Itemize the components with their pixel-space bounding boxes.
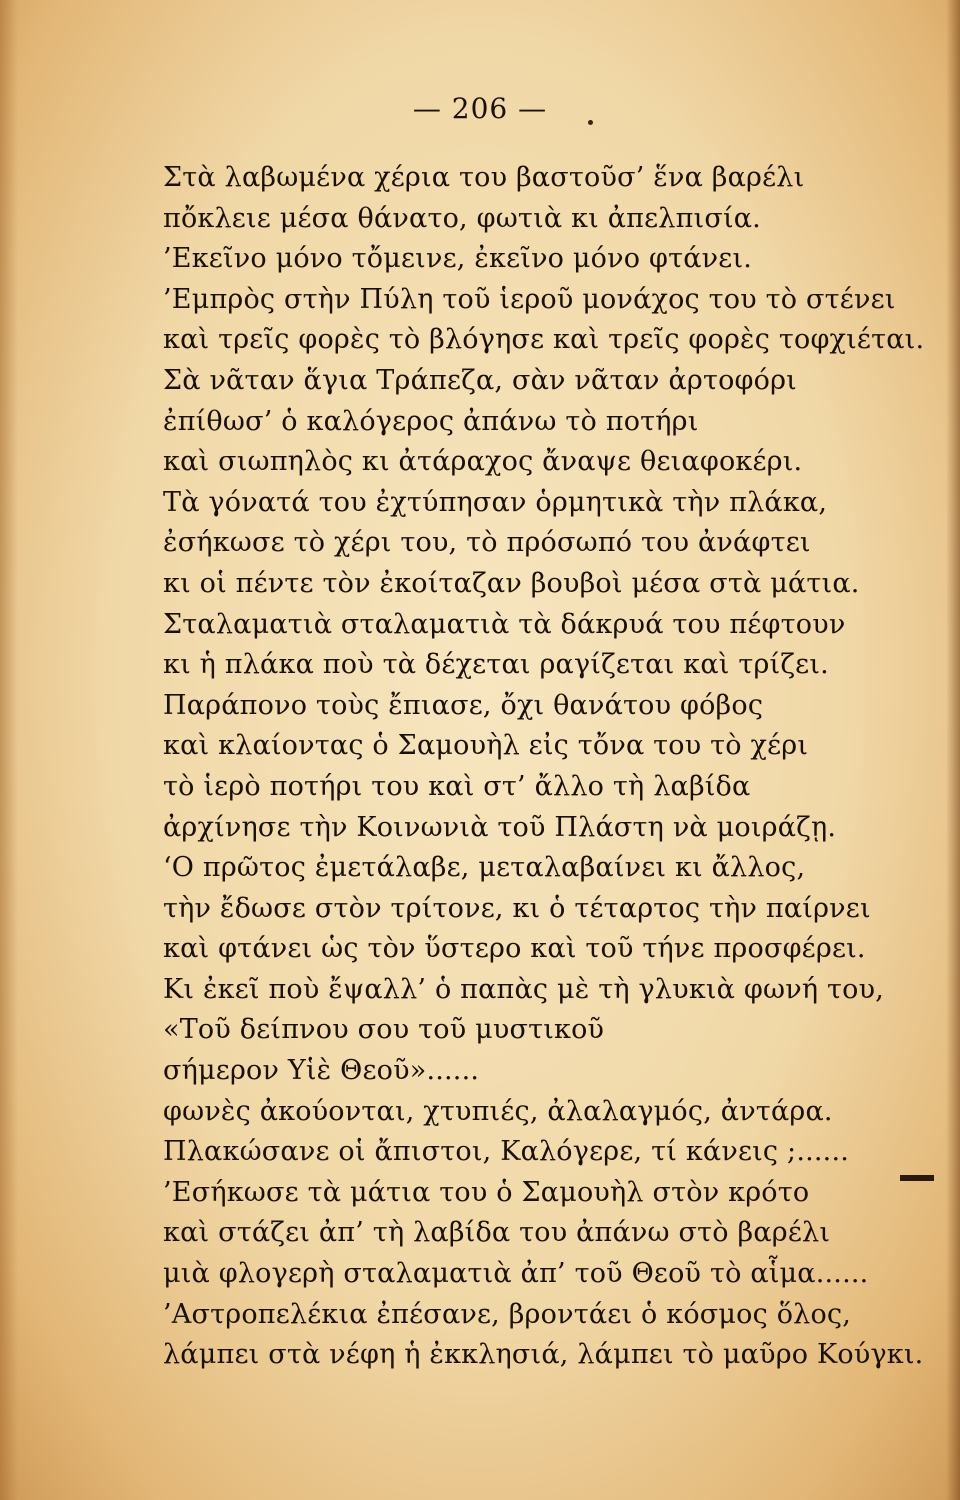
page-number: — 206 —: [412, 92, 548, 125]
poem-line: Κι ἐκεῖ ποὺ ἔψαλλ’ ὁ παπὰς μὲ τὴ γλυκιὰ φωνή του,: [163, 973, 884, 1005]
poem-line: ’Αστροπελέκια ἐπέσανε, βροντάει ὁ κόσμος ὅλος,: [163, 1298, 852, 1330]
poem-line: πὄκλειε μέσα θάνατο, φωτιὰ κι ἀπελπισία.: [163, 202, 761, 234]
poem-line: τὸ ἱερὸ ποτήρι του καὶ στ’ ἄλλο τὴ λαβίδα: [163, 770, 751, 802]
poem-line: ἐπίθωσ’ ὁ καλόγερος ἀπάνω τὸ ποτήρι: [163, 405, 699, 437]
page-gutter-shadow: [0, 0, 18, 1500]
poem-line: κι οἱ πέντε τὸν ἐκοίταζαν βουβοὶ μέσα στὰ μάτια.: [163, 567, 860, 599]
poem-line: Σταλαματιὰ σταλαματιὰ τὰ δάκρυά του πέφτουν: [163, 608, 846, 640]
poem-line: Τὰ γόνατά του ἐχτύπησαν ὁρμητικὰ τὴν πλάκα,: [163, 486, 828, 518]
poem-line: κι ἡ πλάκα ποὺ τὰ δέχεται ραγίζεται καὶ τρίζει.: [163, 649, 829, 681]
poem-line: φωνὲς ἀκούονται, χτυπιές, ἀλαλαγμός, ἀντάρα.: [163, 1095, 833, 1127]
poem-line: Σὰ νᾶταν ἅγια Τράπεζα, σὰν νᾶταν ἀρτοφόρι: [163, 364, 797, 396]
poem-line: καὶ σιωπηλὸς κι ἀτάραχος ἄναψε θειαφοκέρι.: [163, 446, 803, 478]
poem-line: ’Εκεῖνο μόνο τὄμεινε, ἐκεῖνο μόνο φτάνει.: [163, 243, 753, 275]
ink-speck: [588, 120, 593, 125]
poem-line: Παράπονο τοὺς ἔπιασε, ὄχι θανάτου φόβος: [163, 689, 764, 721]
poem-line: ἀρχίνησε τὴν Κοινωνιὰ τοῦ Πλάστη νὰ μοιράζῃ.: [163, 811, 837, 843]
poem-line: ’Εμπρὸς στὴν Πύλη τοῦ ἱεροῦ μονάχος του τὸ στένει: [163, 283, 896, 315]
poem-line: τὴν ἔδωσε στὸν τρίτονε, κι ὁ τέταρτος τὴν παίρνει: [163, 892, 871, 924]
poem-line: «Τοῦ δείπνου σου τοῦ μυστικοῦ: [163, 1014, 605, 1046]
page-edge-shadow: [946, 0, 960, 1500]
poem-line: καὶ φτάνει ὡς τὸν ὕστερο καὶ τοῦ τήνε προσφέρει.: [163, 933, 866, 965]
poem-line: ’Εσήκωσε τὰ μάτια του ὁ Σαμουὴλ στὸν κρότο: [163, 1176, 810, 1208]
margin-ink-mark: [900, 1175, 934, 1181]
poem-line: ‘Ο πρῶτος ἐμετάλαβε, μεταλαβαίνει κι ἄλλος,: [163, 852, 806, 884]
poem-line: μιὰ φλογερὴ σταλαματιὰ ἀπ’ τοῦ Θεοῦ τὸ αἷμα......: [163, 1258, 869, 1290]
poem-line: καὶ στάζει ἀπ’ τὴ λαβίδα του ἀπάνω στὸ βαρέλι: [163, 1217, 831, 1249]
poem-line: καὶ τρεῖς φορὲς τὸ βλόγησε καὶ τρεῖς φορὲς τοφχιέται.: [163, 324, 925, 356]
poem-line: Στὰ λαβωμένα χέρια του βαστοῦσ’ ἕνα βαρέλι: [163, 162, 805, 193]
poem-line: λάμπει στὰ νέφη ἡ ἐκκλησιά, λάμπει τὸ μαῦρο Κούγκι.: [163, 1339, 924, 1371]
poem-text: [163, 158, 925, 1376]
poem-line: ἐσήκωσε τὸ χέρι του, τὸ πρόσωπό του ἀνάφτει: [163, 527, 811, 559]
poem-line: καὶ κλαίοντας ὁ Σαμουὴλ εἰς τὄνα του τὸ χέρι: [163, 730, 809, 762]
poem-line: Πλακώσανε οἱ ἄπιστοι, Καλόγερε, τί κάνεις ;......: [163, 1136, 850, 1168]
poem-line: σήμερον Υἱὲ Θεοῦ»......: [163, 1055, 480, 1087]
